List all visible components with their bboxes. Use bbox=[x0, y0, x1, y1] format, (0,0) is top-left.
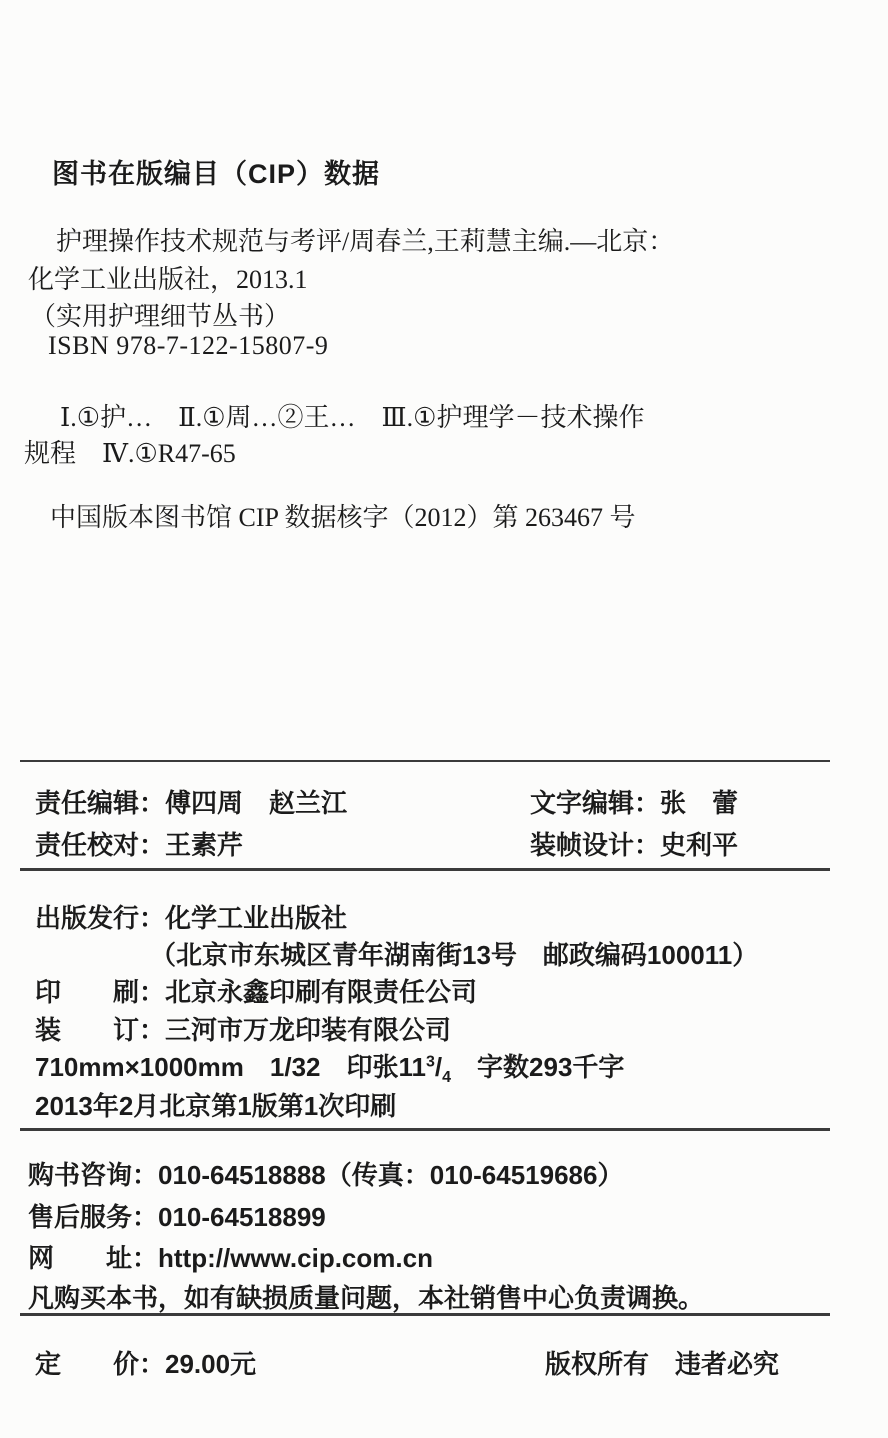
binder-label: 装 订： bbox=[35, 1015, 166, 1045]
credit-value: 史利平 bbox=[660, 830, 739, 860]
credit-designer bbox=[530, 825, 738, 862]
publisher-label: 出版发行： bbox=[35, 903, 166, 933]
purchase-phone-row bbox=[28, 1155, 623, 1192]
publisher-name: 化学工业出版社 bbox=[165, 903, 348, 933]
price-value: 29.00元 bbox=[165, 1349, 257, 1379]
cip-classification-line2: 规程 Ⅳ.①R47-65 bbox=[24, 439, 236, 468]
service-phone-row bbox=[28, 1197, 326, 1234]
service-phone: 010-64518899 bbox=[158, 1202, 326, 1232]
binder-name: 三河市万龙印装有限公司 bbox=[165, 1015, 452, 1045]
website-url: http://www.cip.com.cn bbox=[158, 1243, 433, 1273]
credit-label: 文字编辑： bbox=[530, 788, 661, 818]
credit-text-editor bbox=[530, 783, 738, 820]
cip-series-line: （实用护理细节丛书） bbox=[30, 302, 291, 331]
cip-publisher-line: 化学工业出版社，2013.1 bbox=[28, 265, 308, 294]
purchase-label: 购书咨询： bbox=[28, 1160, 159, 1190]
price-label: 定 价： bbox=[35, 1349, 166, 1379]
credit-value: 张 蕾 bbox=[660, 788, 739, 818]
isbn-number: ISBN 978-7-122-15807-9 bbox=[48, 331, 329, 360]
cip-heading: 图书在版编目（CIP）数据 bbox=[52, 159, 381, 189]
credit-label: 责任编辑： bbox=[35, 788, 166, 818]
print-run-row: 2013年2月北京第1版第1次印刷 bbox=[35, 1091, 397, 1121]
purchase-phone: 010-64518888（传真：010-64519686） bbox=[158, 1160, 624, 1190]
divider-line-contact bbox=[20, 1313, 830, 1316]
website-label: 网 址： bbox=[28, 1243, 159, 1273]
word-count: 字数293千字 bbox=[477, 1052, 625, 1082]
cip-title-line: 护理操作技术规范与考评/周春兰,王莉慧主编.—北京： bbox=[56, 227, 675, 256]
trim-size: 710mm×1000mm bbox=[35, 1052, 244, 1082]
printer-label: 印 刷： bbox=[35, 977, 166, 1007]
printed-sheets: 印张$11^3/_4$ bbox=[346, 1052, 452, 1087]
divider-line-staff bbox=[20, 868, 830, 871]
credit-proofreader bbox=[35, 825, 243, 862]
credit-responsible-editor bbox=[35, 783, 347, 820]
price-row bbox=[35, 1344, 256, 1381]
cip-record-number: 中国版本图书馆 CIP 数据核字（2012）第 263467 号 bbox=[50, 503, 636, 532]
printer-name: 北京永鑫印刷有限责任公司 bbox=[165, 977, 478, 1007]
exchange-notice: 凡购买本书，如有缺损质量问题，本社销售中心负责调换。 bbox=[28, 1283, 705, 1313]
printer-row bbox=[35, 972, 477, 1009]
credit-label: 责任校对： bbox=[35, 830, 166, 860]
divider-line-publishing bbox=[20, 1128, 830, 1131]
cip-classification-line1: Ⅰ.①护… Ⅱ.①周…②王… Ⅲ.①护理学－技术操作 bbox=[60, 403, 645, 432]
website-row bbox=[28, 1238, 433, 1275]
service-label: 售后服务： bbox=[28, 1202, 159, 1232]
publisher-address: （北京市东城区青年湖南街13号 邮政编码100011） bbox=[150, 940, 759, 970]
credit-value: 王素芹 bbox=[165, 830, 244, 860]
credit-label: 装帧设计： bbox=[530, 830, 661, 860]
publisher-row bbox=[35, 898, 347, 935]
format-specs-row bbox=[35, 1047, 625, 1087]
binder-row bbox=[35, 1010, 451, 1047]
credit-value: 傅四周 赵兰江 bbox=[165, 788, 348, 818]
copyright-notice: 版权所有 违者必究 bbox=[545, 1349, 780, 1379]
opening-fraction: 1/32 bbox=[269, 1052, 321, 1082]
divider-line-top bbox=[20, 760, 830, 762]
